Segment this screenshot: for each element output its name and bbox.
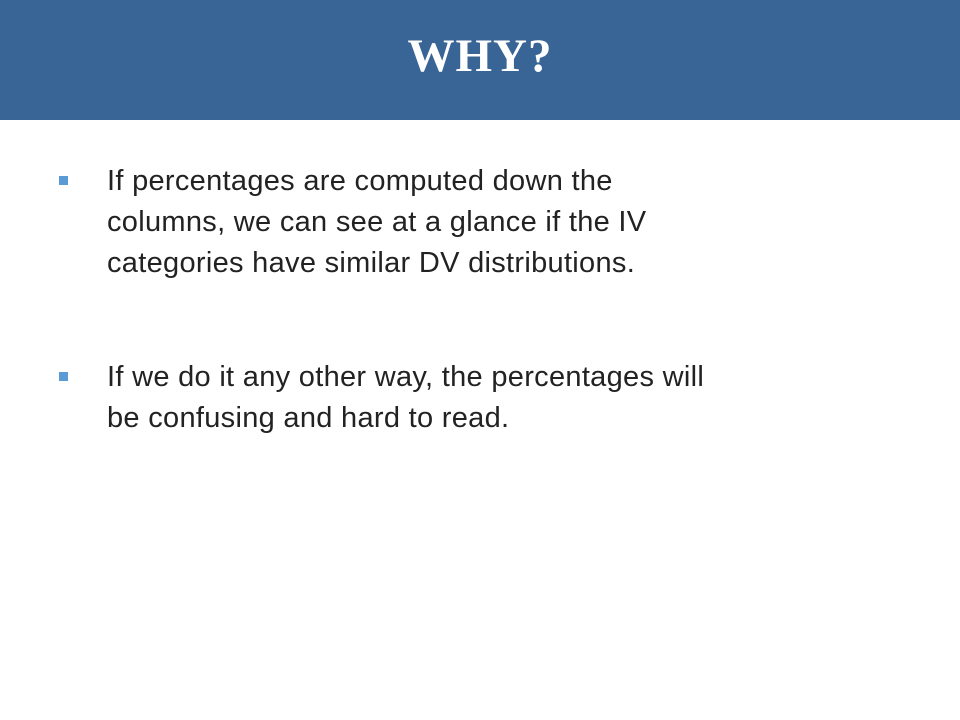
slide-title: WHY?	[407, 30, 553, 82]
bullet-1-line-3: categories have similar DV distributions.	[107, 247, 636, 279]
square-bullet-icon	[59, 372, 68, 381]
bullet-text-1	[107, 161, 897, 284]
bullet-text-2	[107, 357, 897, 439]
square-bullet-icon	[59, 176, 68, 185]
bullet-1-line-1: If percentages are computed down the	[107, 165, 613, 197]
bullet-2-line-2: be confusing and hard to read.	[107, 402, 510, 434]
bullet-1-line-2: columns, we can see at a glance if the IV	[107, 206, 647, 238]
bullet-2-line-1: If we do it any other way, the percentages will	[107, 361, 705, 393]
